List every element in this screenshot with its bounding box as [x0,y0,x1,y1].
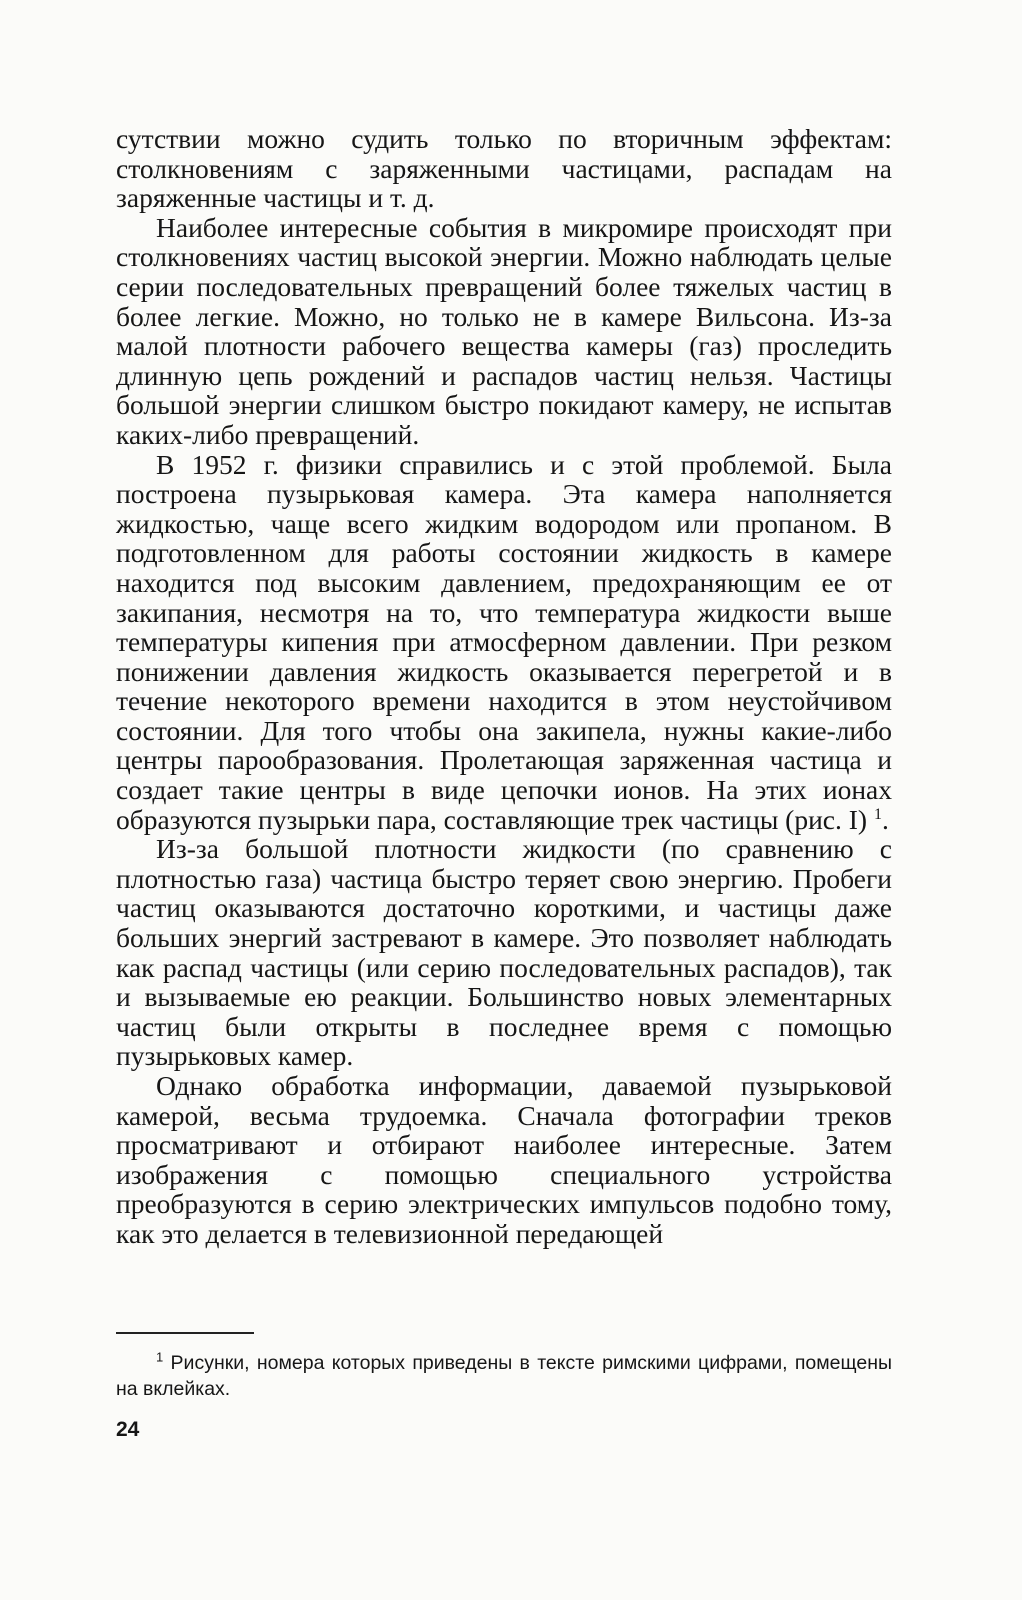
paragraph-bubble-chamber: В 1952 г. физики справились и с этой проблемой. Была построена пузырьковая камера. Эта камера наполняется жидкостью, чаще всего жидким водородом или пропаном. В подготовленном для работы состоянии жидкость в камере находится под высоким давлением, предохраняющим ее от закипания, несмотря на то, что температура жидкости выше температуры кипения при атмосферном давлении. При резком понижении давления жидкость оказывается перегретой и в течение некоторого времени находится в этом неустойчивом состоянии. Для того чтобы она закипела, нужны какие-либо центры парообразования. Пролетающая заряженная частица и создает такие центры в виде цепочки ионов. На этих ионах образуются пузырьки пара, составляющие трек частицы (рис. I) $^1$. [116,448,892,835]
paragraph-microworld-events: Наиболее интересные события в микромире происходят при столкновениях частиц высокой энергии. Можно наблюдать целые серии последовательных превращений более тяжелых частиц в более легкие. Можно, но только не в камере Вильсона. Из-за малой плотности рабочего вещества камеры (газ) проследить длинную цепь рождений и распадов частиц нельзя. Частицы большой энергии слишком быстро покидают камеру, не испытав каких-либо превращений. [116,211,892,450]
footnote-reference: 1 [873,805,882,823]
paragraph-liquid-density: Из-за большой плотности жидкости (по сравнению с плотностью газа) частица быстро теряет свою энергию. Пробеги частиц оказываются достаточно короткими, и частицы даже больших энергий застревают в камере. Это позволяет наблюдать как распад частицы (или серию последовательных распадов), так и вызываемые ею реакции. Большинство новых элементарных частиц были открыты в последнее время с помощью пузырьковых камер. [116,833,892,1072]
page-number: 24 [116,1418,140,1441]
paragraph-continuation: сутствии можно судить только по вторичным эффектам: столкновениям с заряженными частицами, распадам на заряженные частицы и т. д. [116,123,892,214]
footnote-divider [116,1332,254,1334]
footnote-text: Рисунки, номера которых приведены в тексте римскими цифрами, помещены на вклейках. [116,1352,892,1400]
paragraph-bubble-chamber-text: В 1952 г. физики справились и с этой проблемой. Была построена пузырьковая камера. Эта камера наполняется жидкостью, чаще всего жидким водородом или пропаном. В подготовленном для работы состоянии жидкость в камере находится под высоким давлением, предохраняющим ее от закипания, несмотря на то, что температура жидкости выше температуры кипения при атмосферном давлении. При резком понижении давления жидкость оказывается перегретой и в течение некоторого времени находится в этом неустойчивом состоянии. Для того чтобы она закипела, нужны какие-либо центры парообразования. Пролетающая заряженная частица и создает такие центры в виде цепочки ионов. На этих ионах образуются пузырьки пара, составляющие трек частицы (рис. I) [116,448,892,835]
paragraph-information-processing: Однако обработка информации, даваемой пузырьковой камерой, весьма трудоемка. Сначала фотографии треков просматривают и отбирают наиболее интересные. Затем изображения с помощью специального устройства преобразуются в серию электрических импульсов подобно тому, как это делается в телевизионной передающей [116,1070,892,1249]
footnote [116,1350,892,1402]
body-text [116,124,892,1249]
footnote-marker: 1 [156,1349,164,1365]
